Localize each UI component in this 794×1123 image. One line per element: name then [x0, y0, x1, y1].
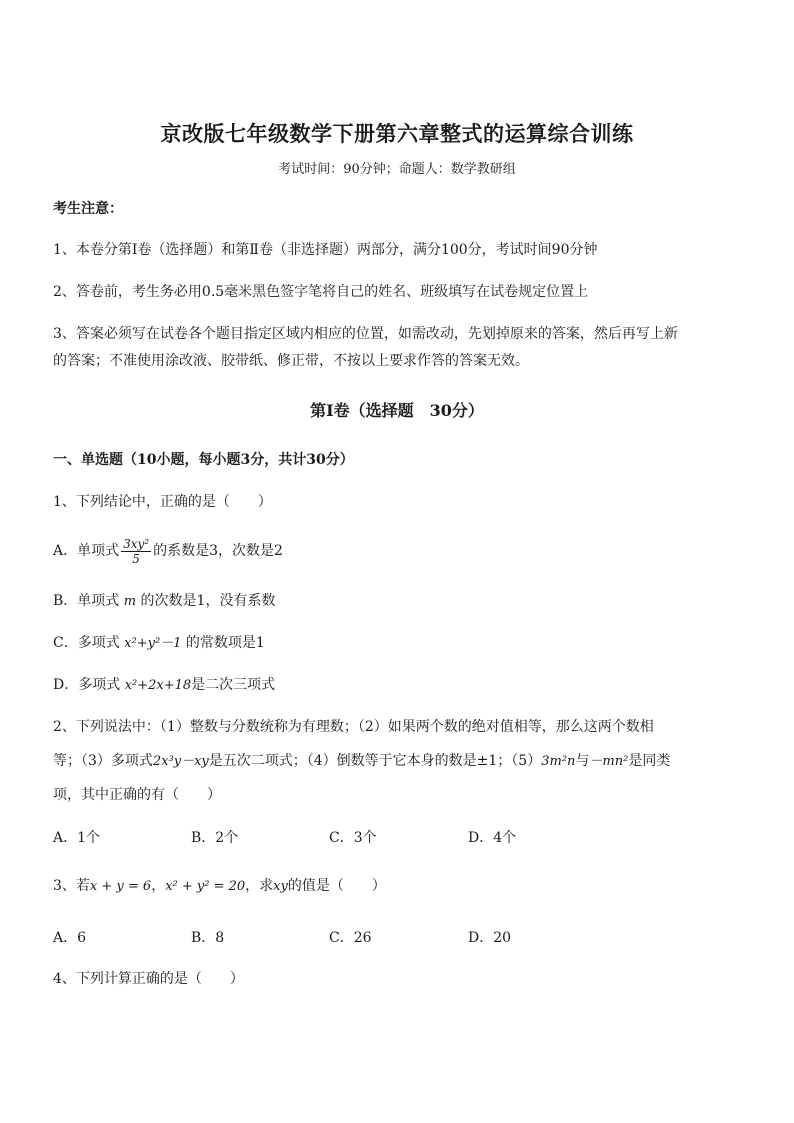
- question-text: 与: [575, 753, 590, 769]
- notice-item-2: 2、答卷前，考生务必用0.5毫米黑色签字笔将自己的姓名、班级填写在试卷规定位置上: [53, 284, 589, 300]
- option-a: A．1个: [53, 830, 101, 846]
- part-title: 一、单选题（10小题，每小题3分，共计30分）: [53, 452, 354, 468]
- notice-item-3: 3、答案必须写在试卷各个题目指定区域内相应的位置，如需改动，先划掉原来的答案，然后再写上新: [53, 326, 678, 342]
- notice-item-1: 1、本卷分第Ⅰ卷（选择题）和第Ⅱ卷（非选择题）两部分，满分100分，考试时间90分钟: [53, 242, 598, 258]
- math-expression: x²+2x+18: [124, 678, 192, 693]
- notice-item-3-cont: 的答案；不准使用涂改液、胶带纸、修正带，不按以上要求作答的答案无效。: [53, 353, 529, 369]
- question-text: 是同类: [628, 753, 671, 769]
- math-expression: m: [123, 594, 137, 609]
- question-4-stem: 4、下列计算正确的是（ ）: [53, 971, 244, 987]
- question-2-line-3: 项，其中正确的有（ ）: [53, 787, 221, 803]
- question-text: 的值是（ ）: [287, 878, 386, 894]
- question-1-option-d: [53, 675, 743, 696]
- page-title: 京改版七年级数学下册第六章整式的运算综合训练: [160, 121, 634, 146]
- fraction: [121, 537, 151, 566]
- question-3-stem: [53, 876, 743, 897]
- math-expression: x²+y²－1: [124, 636, 182, 651]
- option-text: 的常数项是1: [185, 635, 265, 651]
- math-expression: 3m²n: [541, 754, 576, 769]
- option-text: C．多项式: [53, 635, 120, 651]
- notice-heading: 考生注意：: [53, 201, 123, 217]
- option-text: D．多项式: [53, 677, 121, 693]
- option-b: B．8: [191, 930, 225, 946]
- option-a: A．6: [53, 930, 87, 946]
- question-1-option-a: [53, 536, 743, 566]
- question-text: 是五次二项式；（4）倒数等于它本身的数是±1；（5）: [208, 753, 542, 769]
- option-c: C．26: [329, 930, 372, 946]
- section-title: 第Ⅰ卷（选择题 30分）: [310, 401, 484, 420]
- question-2-line-2: [53, 751, 743, 772]
- option-text: 是二次三项式: [191, 677, 276, 693]
- option-text: A．单项式: [53, 543, 120, 559]
- math-expression: 2x³y－xy: [152, 754, 209, 769]
- math-expression: xy: [273, 879, 288, 894]
- option-d: D．4个: [468, 830, 517, 846]
- option-text: B．单项式: [53, 593, 120, 609]
- option-text: 的系数是3，次数是2: [153, 543, 283, 559]
- fraction-numerator: 3xy²: [123, 536, 150, 551]
- fraction-denominator: 5: [132, 551, 140, 566]
- question-text: ，: [151, 878, 166, 894]
- math-expression: x + y = 6: [89, 879, 152, 894]
- question-text: 3、若: [53, 878, 90, 894]
- question-2-line-1: 2、下列说法中：（1）整数与分数统称为有理数；（2）如果两个数的绝对值相等，那么这两个数相: [53, 719, 654, 735]
- option-text: 的次数是1，没有系数: [140, 593, 276, 609]
- question-text: ，求: [245, 878, 274, 894]
- option-c: C．3个: [329, 830, 377, 846]
- math-expression: x² + y² = 20: [165, 879, 246, 894]
- question-1-option-c: [53, 633, 743, 654]
- option-d: D．20: [468, 930, 512, 946]
- question-1-stem: 1、下列结论中，正确的是（ ）: [53, 494, 272, 510]
- question-1-option-b: [53, 591, 743, 612]
- exam-subtitle: 考试时间：90分钟；命题人：数学教研组: [278, 162, 516, 177]
- option-b: B．2个: [191, 830, 239, 846]
- math-expression: －mn²: [589, 754, 629, 769]
- question-text: 等；（3）多项式: [53, 753, 153, 769]
